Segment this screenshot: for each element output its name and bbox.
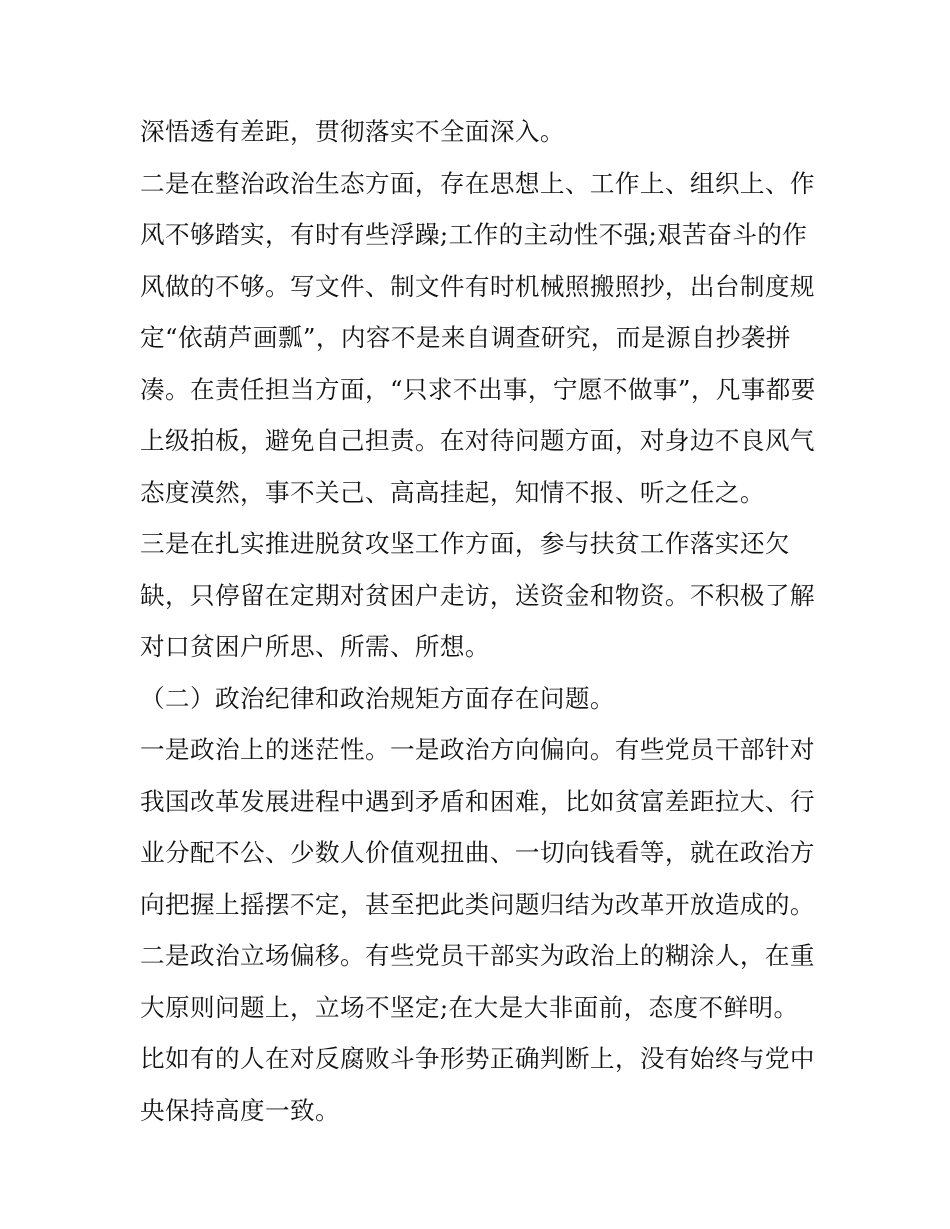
text-line: 一是政治上的迷茫性。一是政治方向偏向。有些党员干部针对 [140,735,815,764]
section-heading: （二）政治纪律和政治规矩方面存在问题。 [140,683,615,713]
text-line: 定“依葫芦画瓢”，内容不是来自调查研究，而是源自抄袭拼 [140,323,791,352]
text-line: 央保持高度一致。 [140,1095,340,1125]
text-line: 对口贫困户所思、所需、所想。 [140,632,490,661]
text-line: 风不够踏实，有时有些浮躁;工作的主动性不强;艰苦奋斗的作 [140,220,808,249]
text-line: 比如有的人在对反腐败斗争形势正确判断上，没有始终与党中 [140,1044,815,1073]
text-line: 深悟透有差距，贯彻落实不全面深入。 [140,117,565,146]
text-line: 凑。在责任担当方面，“只求不出事，宁愿不做事”，凡事都要 [140,374,816,404]
text-line: 我国改革发展进程中遇到矛盾和困难，比如贫富差距拉大、行 [140,786,815,816]
text-line: 二是政治立场偏移。有些党员干部实为政治上的糊涂人，在重 [140,941,815,970]
text-line: 向把握上摇摆不定，甚至把此类问题归结为改革开放造成的。 [140,889,815,919]
text-line: 态度漠然，事不关己、高高挂起，知情不报、听之任之。 [140,477,765,507]
text-line: 三是在扎实推进脱贫攻坚工作方面，参与扶贫工作落实还欠 [140,529,790,558]
body-text [140,106,820,1136]
text-line: 二是在整治政治生态方面，存在思想上、工作上、组织上、作 [140,168,815,198]
text-line: 缺，只停留在定期对贫困户走访，送资金和物资。不积极了解 [140,580,815,610]
text-line: 大原则问题上，立场不坚定;在大是大非面前，态度不鲜明。 [140,992,799,1022]
text-line: 上级拍板，避免自己担责。在对待问题方面，对身边不良风气 [140,426,815,455]
text-line: 业分配不公、少数人价值观扭曲、一切向钱看等，就在政治方 [140,838,815,867]
text-line: 风做的不够。写文件、制文件有时机械照搬照抄，出台制度规 [140,271,815,301]
